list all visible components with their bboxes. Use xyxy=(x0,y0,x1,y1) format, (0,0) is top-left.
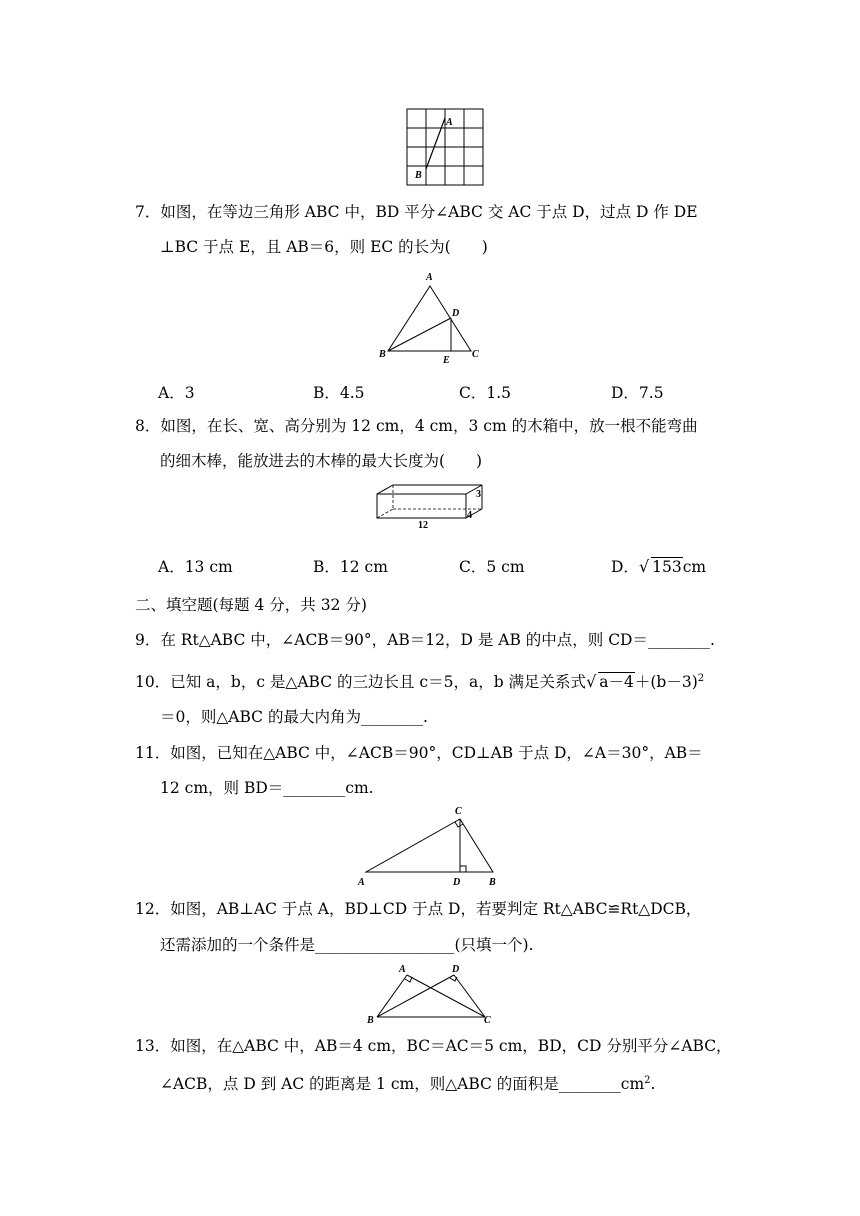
q13-line-2 xyxy=(160,1071,655,1094)
q11-label-c: C xyxy=(455,806,462,817)
q13-exponent: 2 xyxy=(644,1075,651,1086)
grid-label-b: B xyxy=(415,170,422,181)
q7-triangle-figure xyxy=(374,266,484,366)
q10-line-2: ＝0，则△ABC 的最大内角为________. xyxy=(160,708,428,726)
q7-label-e: E xyxy=(443,355,450,366)
grid-figure xyxy=(404,108,486,190)
q8-option-d xyxy=(611,557,706,577)
q12-label-d: D xyxy=(452,964,460,975)
q7-option-a: A．3 xyxy=(158,384,195,402)
q11-triangle-figure xyxy=(352,803,507,888)
q12-label-a: A xyxy=(399,964,406,975)
q11-line-1: 11．如图，已知在△ABC 中，∠ACB＝90°，CD⊥AB 于点 D，∠A＝30°，AB＝ xyxy=(135,744,703,762)
q7-label-a: A xyxy=(426,272,433,283)
q13-line-1: 13．如图，在△ABC 中，AB＝4 cm，BC＝AC＝5 cm，BD，CD 分别平分∠ABC， xyxy=(135,1037,732,1055)
q8-option-b: B．12 cm xyxy=(313,558,388,576)
q11-label-b: B xyxy=(489,877,496,888)
q10-radicand: a－4 xyxy=(599,673,634,691)
q8-option-c: C．5 cm xyxy=(459,558,525,576)
q8-line-2: 的细木棒，能放进去的木棒的最大长度为( ) xyxy=(160,452,483,470)
q12-label-b: B xyxy=(367,1015,374,1026)
q12-line-2: 还需添加的一个条件是__________________(只填一个). xyxy=(160,936,534,954)
q8-option-d-suffix: cm xyxy=(682,558,707,576)
q10-line-1-prefix: 10．已知 a，b，c 是△ABC 的三边长且 c＝5，a，b 满足关系式 xyxy=(135,673,587,691)
grid-label-a: A xyxy=(446,117,453,128)
q7-line-1: 7．如图，在等边三角形 ABC 中，BD 平分∠ABC 交 AC 于点 D，过点 D 作 DE xyxy=(135,203,698,221)
q7-option-b: B．4.5 xyxy=(313,384,365,402)
q7-line-2: ⊥BC 于点 E，且 AB＝6，则 EC 的长为( ) xyxy=(160,238,488,256)
q8-label-height: 3 xyxy=(476,489,481,500)
q12-line-1: 12．如图，AB⊥AC 于点 A，BD⊥CD 于点 D，若要判定 Rt△ABC≌Rt△DCB， xyxy=(135,900,702,918)
sqrt-symbol: √ xyxy=(638,557,650,576)
q7-option-d: D．7.5 xyxy=(611,384,664,402)
q7-label-d: D xyxy=(452,308,460,319)
sqrt-symbol: √ xyxy=(586,672,597,691)
q7-label-c: C xyxy=(472,349,479,360)
q13-line-2-end: . xyxy=(650,1075,656,1093)
section-2-heading: 二、填空题(每题 4 分，共 32 分) xyxy=(135,596,367,614)
q10-exponent: 2 xyxy=(697,673,705,684)
q12-figure xyxy=(364,960,494,1026)
q11-label-a: A xyxy=(358,877,365,888)
q12-label-c: C xyxy=(484,1015,491,1026)
q8-label-length: 12 xyxy=(418,520,428,531)
q11-label-d: D xyxy=(453,877,461,888)
q8-box-figure xyxy=(370,480,490,534)
q8-option-d-prefix: D． xyxy=(611,558,639,576)
q10-line-1-suffix: ＋(b－3) xyxy=(634,673,698,691)
q7-label-b: B xyxy=(379,349,386,360)
q8-line-1: 8．如图，在长、宽、高分别为 12 cm，4 cm，3 cm 的木箱中，放一根不能弯曲 xyxy=(135,417,698,435)
q7-option-c: C．1.5 xyxy=(459,384,512,402)
q9-line-1: 9．在 Rt△ABC 中，∠ACB＝90°，AB＝12，D 是 AB 的中点，则 CD＝________. xyxy=(135,631,715,649)
q13-line-2-text: ∠ACB，点 D 到 AC 的距离是 1 cm，则△ABC 的面积是________cm xyxy=(160,1075,645,1093)
q11-line-2: 12 cm，则 BD＝________cm. xyxy=(160,779,374,797)
q10-line-1 xyxy=(135,669,704,692)
q8-option-d-radicand: 153 xyxy=(652,558,682,576)
q8-option-a: A．13 cm xyxy=(158,558,233,576)
q8-label-width: 4 xyxy=(467,510,472,521)
